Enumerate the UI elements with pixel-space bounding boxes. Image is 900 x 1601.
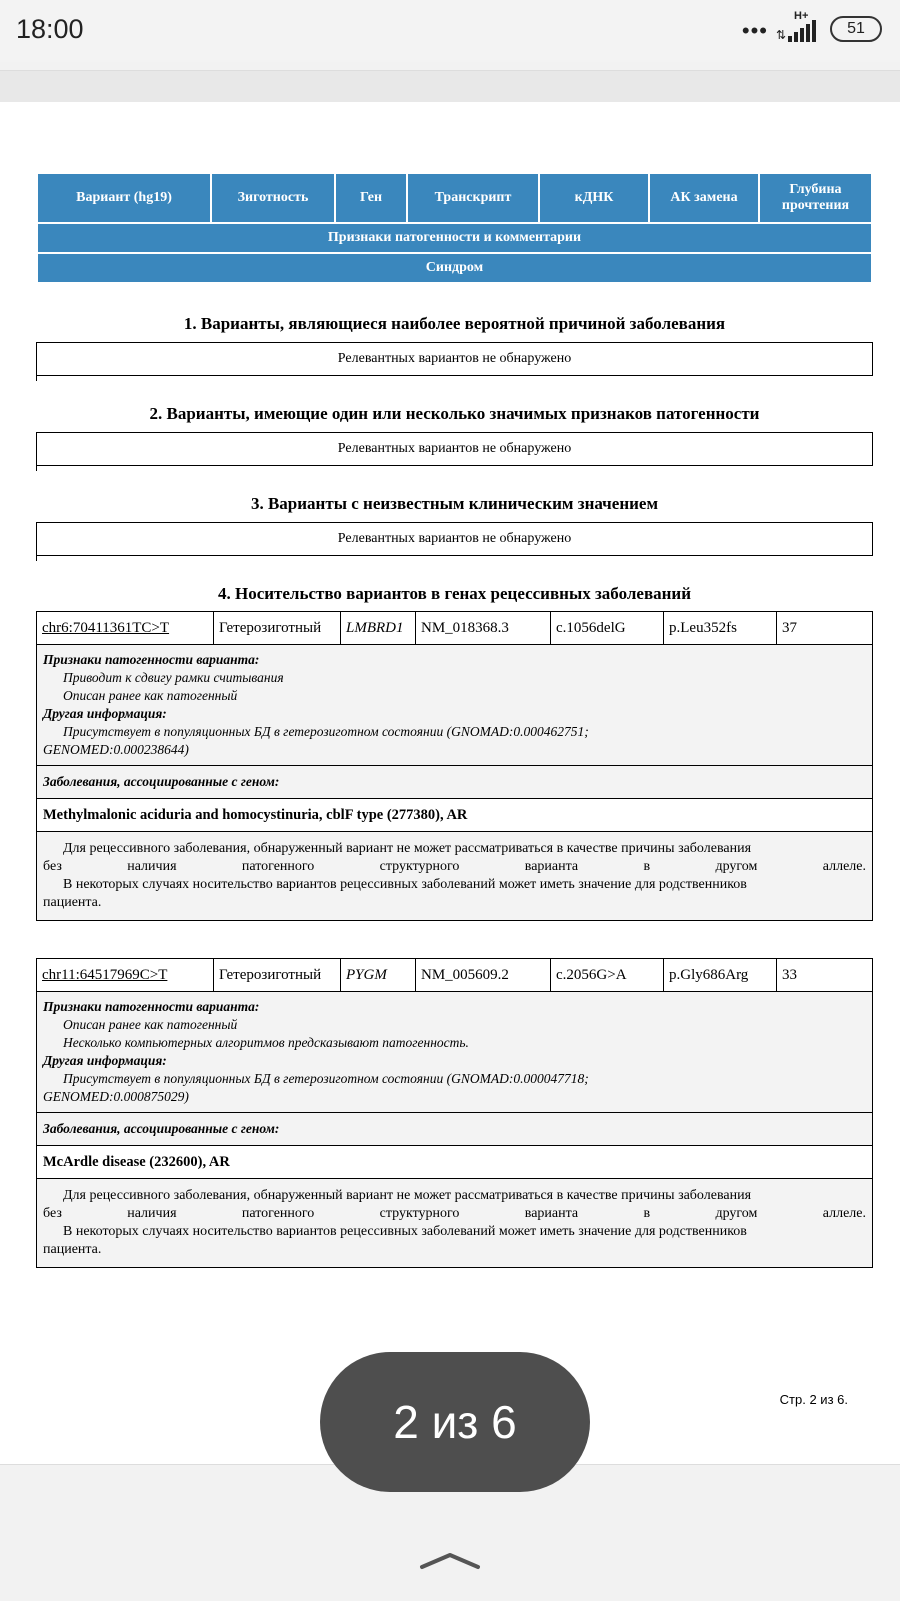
recessive-note: Для рецессивного заболевания, обнаруженный вариант не может рассматриваться в качестве причины заболевания без наличия патогенного структурного варианта в другом аллеле. В некоторых случаях носительство вариантов рецессивных заболеваний может иметь значение для родственников пациента. [37,1179,872,1267]
col-gene: Ген [336,174,406,222]
status-bar [0,0,900,62]
section-1-title: 1. Варианты, являющиеся наиболее вероятной причиной заболевания [183,314,726,333]
transcript: NM_018368.3 [416,612,551,644]
recessive-note: Для рецессивного заболевания, обнаруженный вариант не может рассматриваться в качестве причины заболевания без наличия патогенного структурного варианта в другом аллеле. В некоторых случаях носительство вариантов рецессивных заболеваний может иметь значение для родственников пациента. [37,832,872,920]
disease-name: McArdle disease (232600), AR [37,1146,872,1179]
data-arrows-icon: ⇅ [776,28,787,42]
disease-name: Methylmalonic aciduria and homocystinuria, cblF type (277380), AR [37,799,872,832]
header-syndrome: Синдром [38,254,871,282]
clock: 18:00 [16,14,84,44]
header-table [36,172,873,284]
viewer-page-gap [0,70,900,103]
col-aa: АК замена [650,174,758,222]
gene: LMBRD1 [341,612,416,644]
section-1-empty: Релевантных вариантов не обнаружено [36,342,873,376]
notification-dots-icon: ••• [741,18,768,43]
diseases-header: Заболевания, ассоциированные с геном: [37,1113,872,1146]
zygosity: Гетерозиготный [214,612,341,644]
cdna: c.2056G>A [551,959,664,991]
section-2-title: 2. Варианты, имеющие один или несколько значимых признаков патогенности [149,404,760,423]
aa-change: p.Gly686Arg [664,959,777,991]
col-cdna: кДНК [540,174,648,222]
variant-link[interactable]: chr6:70411361TC>T [37,612,214,644]
section-3-empty: Релевантных вариантов не обнаружено [36,522,873,556]
col-variant: Вариант (hg19) [38,174,210,222]
pathogenicity-signs: Признаки патогенности варианта: Описан ранее как патогенный Несколько компьютерных алгоритмов предсказывают патогенность. Другая информация: Присутствует в популяционных БД в гетерозиготном состоянии (GNOMAD:0.000047718; GENOMED:0.000875029) [37,992,872,1113]
header-pathogenicity: Признаки патогенности и комментарии [38,224,871,252]
pathogenicity-signs: Признаки патогенности варианта: Приводит к сдвигу рамки считывания Описан ранее как патогенный Другая информация: Присутствует в популяционных БД в гетерозиготном состоянии (GNOMAD:0.000462751; GENOMED:0.000238644) [37,645,872,766]
transcript: NM_005609.2 [416,959,551,991]
cdna: c.1056delG [551,612,664,644]
network-type: H+ [794,10,809,22]
variant-card [36,958,873,1268]
col-depth: Глубина прочтения [760,174,871,222]
page-indicator: 2 из 6 [320,1352,590,1492]
variant-details [36,645,873,921]
section-2-empty: Релевантных вариантов не обнаружено [36,432,873,466]
variant-row [36,611,873,645]
gene: PYGM [341,959,416,991]
col-zygosity: Зиготность [212,174,334,222]
zygosity: Гетерозиготный [214,959,341,991]
depth: 33 [782,967,797,983]
status-icons [741,10,882,44]
variant-row [36,958,873,992]
page-footer-number: Стр. 2 из 6. [779,1392,848,1407]
document-page[interactable] [0,102,900,1464]
aa-change: p.Leu352fs [664,612,777,644]
variant-link[interactable]: chr11:64517969C>T [37,959,214,991]
battery-icon: 51 [830,16,882,42]
signal-icon [776,10,822,44]
diseases-header: Заболевания, ассоциированные с геном: [37,766,872,799]
col-transcript: Транскрипт [408,174,538,222]
section-3-title: 3. Варианты с неизвестным клиническим значением [250,494,659,513]
chevron-up-icon[interactable] [418,1550,482,1570]
variant-details [36,992,873,1268]
variant-card [36,611,873,921]
depth: 37 [782,620,797,636]
section-4-title: 4. Носительство вариантов в генах рецессивных заболеваний [217,584,692,603]
